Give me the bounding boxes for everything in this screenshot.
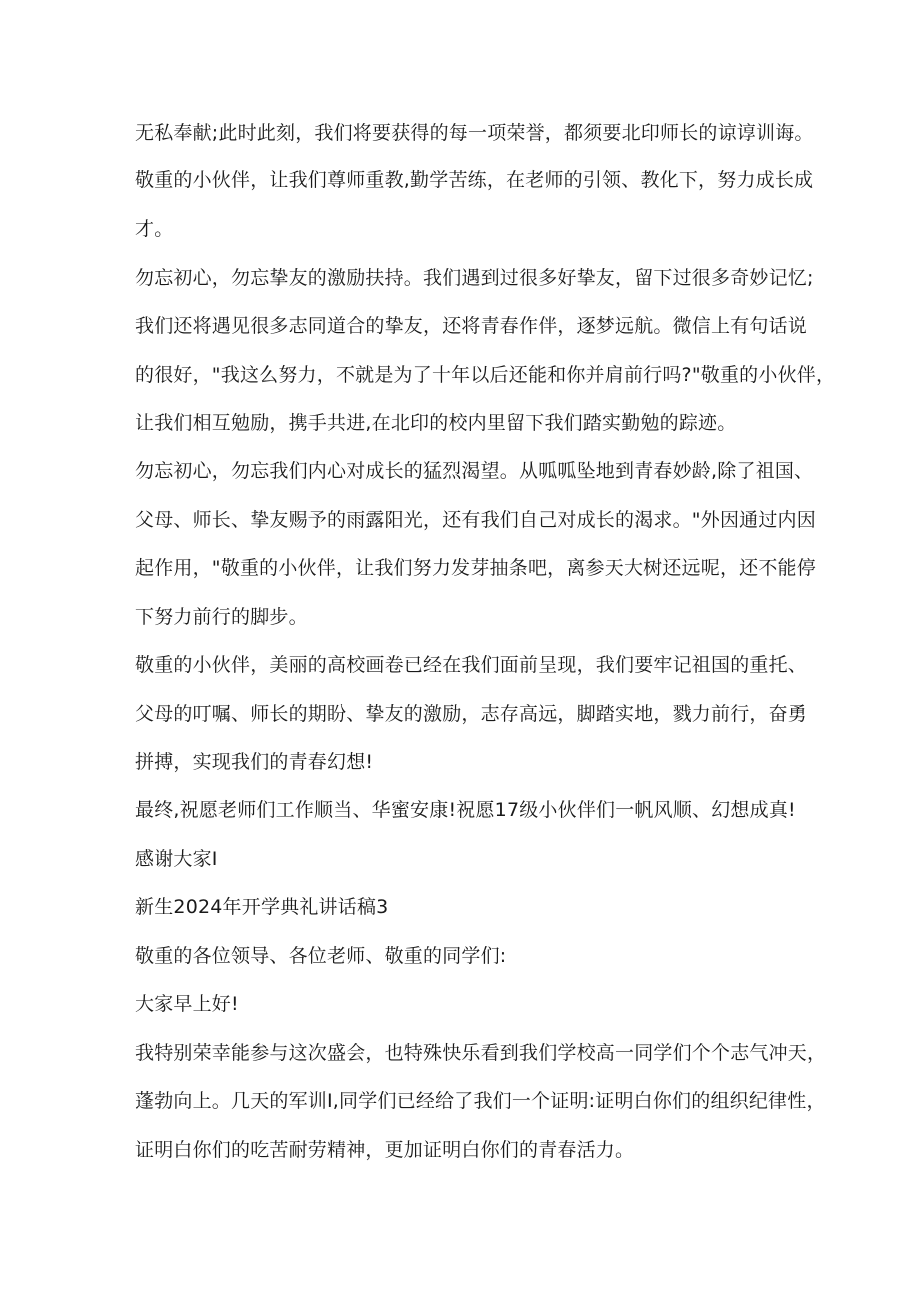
text-line: 让我们相互勉励，携手共进,在北印的校内里留下我们踏实勤勉的踪迹。 [135, 412, 737, 434]
text-line: 最终,祝愿老师们工作顺当、华蜜安康!祝愿17级小伙伴们一帆风顺、幻想成真! [135, 799, 796, 821]
text-line: 父母、师长、挚友赐予的雨露阳光，还有我们自己对成长的渴求。"外因通过内因 [135, 509, 816, 531]
text-line: 才。 [135, 218, 174, 240]
text-line: 蓬勃向上。几天的军训I,同学们已经给了我们一个证明:证明白你们的组织纪律性， [135, 1090, 826, 1112]
salutation: 敬重的各位领导、各位老师、敬重的同学们: [135, 945, 507, 967]
text-line: 无私奉献;此时此刻，我们将要获得的每一项荣誉，都须要北印师长的谅谆训诲。 [135, 122, 814, 144]
text-line: 证明白你们的吃苦耐劳精神，更加证明白你们的青春活力。 [135, 1139, 635, 1161]
text-line: 拼搏，实现我们的青春幻想! [135, 751, 374, 773]
text-line: 的很好，"我这么努力，不就是为了十年以后还能和你并肩前行吗?"敬重的小伙伴， [135, 364, 836, 386]
text-line: 敬重的小伙伴，美丽的高校画卷已经在我们面前呈现，我们要牢记祖国的重托、 [135, 654, 808, 676]
text-line: 父母的叮嘱、师长的期盼、挚友的激励，志存高远，脚踏实地，戮力前行，奋勇 [135, 703, 808, 725]
text-line: 起作用，"敬重的小伙伴，让我们努力发芽抽条吧，离参天大树还远呢，还不能停 [135, 557, 816, 579]
text-line: 勿忘初心，勿忘我们内心对成长的猛烈渴望。从呱呱坠地到青春妙龄,除了祖国、 [135, 460, 814, 482]
text-line: 下努力前行的脚步。 [135, 606, 308, 628]
text-line: 我特别荣幸能参与这次盛会，也特殊快乐看到我们学校高一同学们个个志气冲天， [135, 1042, 827, 1064]
text-line: 我们还将遇见很多志同道合的挚友，还将青春作伴，逐梦远航。微信上有句话说 [135, 315, 808, 337]
text-line: 勿忘初心，勿忘挚友的激励扶持。我们遇到过很多好挚友，留下过很多奇妙记忆; [135, 267, 814, 289]
greeting: 大家早上好! [135, 993, 239, 1015]
text-line: 敬重的小伙伴，让我们尊师重教,勤学苦练，在老师的引领、教化下，努力成长成 [135, 169, 814, 191]
text-line: 感谢大家I [135, 848, 218, 870]
section-heading: 新生2024年开学典礼讲话稿3 [135, 896, 389, 918]
